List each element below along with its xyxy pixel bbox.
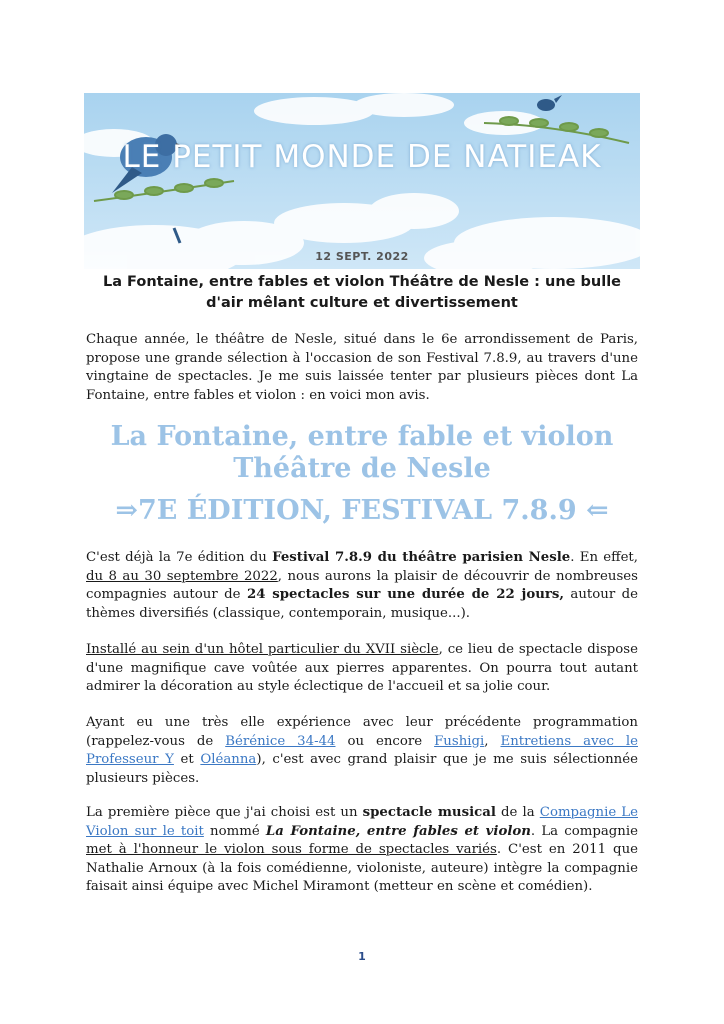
big-title-line-2: Théâtre de Nesle [233,453,491,484]
text: Ayant eu une très elle expérience avec leur précédente programmation (rappelez-vous de [86,715,638,749]
venue-highlight: Installé au sein d'un hôtel particulier du XVII siècle [86,642,439,657]
paragraph-first-play [86,804,638,897]
text: nommé [203,823,266,839]
headline-line-2: d'air mêlant culture et divertissement [206,295,518,311]
link-oleanna[interactable]: Oléanna [200,752,257,768]
festival-dates: du 8 au 30 septembre 2022 [86,568,278,584]
headline-line-1: La Fontaine, entre fables et violon Théâtre de Nesle : une bulle [102,274,621,290]
link-compagnie[interactable]: Compagnie Le Violon sur le toit [86,805,638,839]
festival-name: Festival 7.8.9 du théâtre parisien Nesle [272,550,571,565]
text: et [173,752,201,768]
link-fushigi[interactable]: Fushigi [434,733,485,749]
play-title: La Fontaine, entre fables et violon [265,823,531,839]
text: . La compagnie [530,823,638,839]
text: de la [495,805,540,820]
link-entretiens[interactable]: Entretiens avec le Professeur Y [86,733,638,768]
big-title-line-3: ⇒7E ÉDITION, FESTIVAL 7.8.9 ⇐ [115,495,609,526]
link-berenice[interactable]: Bérénice 34-44 [225,733,336,749]
musical-highlight: spectacle musical [362,805,496,820]
blog-title: LE PETIT MONDE DE NATIEAK [122,139,602,175]
text: . En effet, [570,550,639,565]
post-date: 12 SEPT. 2022 [315,250,409,263]
text: ou encore [335,733,435,749]
text: C'est déjà la 7e édition du [86,550,273,565]
text: autour de thèmes diversifiés (classique, contemporain, musique...). [86,587,638,621]
text: , ce lieu de spectacle dispose d'une magnifique cave voûtée aux pierres apparentes. On pourra tout autant admirer la décoration au style éclectique de l'accueil et sa jolie cour. [86,642,638,695]
text: , [484,733,501,749]
text: La première pièce que j'ai choisi est un [86,805,363,820]
paragraph-festival [86,549,638,623]
text: , nous aurons la plaisir de découvrir de nombreuses compagnies autour de [86,568,638,603]
paragraph-previous [86,714,638,788]
intro-paragraph: Chaque année, le théâtre de Nesle, situé dans le 6e arrondissement de Paris, propose une grande sélection à l'occasion de son Festival 7.8.9, au travers d'une vingtaine de spectacles. Je me suis laissée tenter par plusieurs pièces dont La Fontaine, entre fables et violon : en voici mon avis. [86,332,638,403]
paragraph-venue [86,641,638,697]
page-number: 1 [358,950,366,963]
festival-count: 24 spectacles sur une durée de 22 jours, [246,587,564,603]
post-headline [84,272,640,314]
big-title-line-1: La Fontaine, entre fable et violon [110,421,614,452]
big-title [84,421,640,527]
text: ), c'est avec grand plaisir que je me suis sélectionnée plusieurs pièces. [86,752,638,786]
small-bird-icon [537,95,562,111]
blog-banner [84,93,640,269]
violin-highlight: met à l'honneur le violon sous forme de spectacles variés [86,842,497,858]
text: . C'est en 2011 que Nathalie Arnoux (à la fois comédienne, violoniste, auteure) intègre la compagnie faisait ainsi équipe avec Michel Miramont (metteur en scène et comédien). [86,842,639,895]
banner-illustration [84,93,640,269]
